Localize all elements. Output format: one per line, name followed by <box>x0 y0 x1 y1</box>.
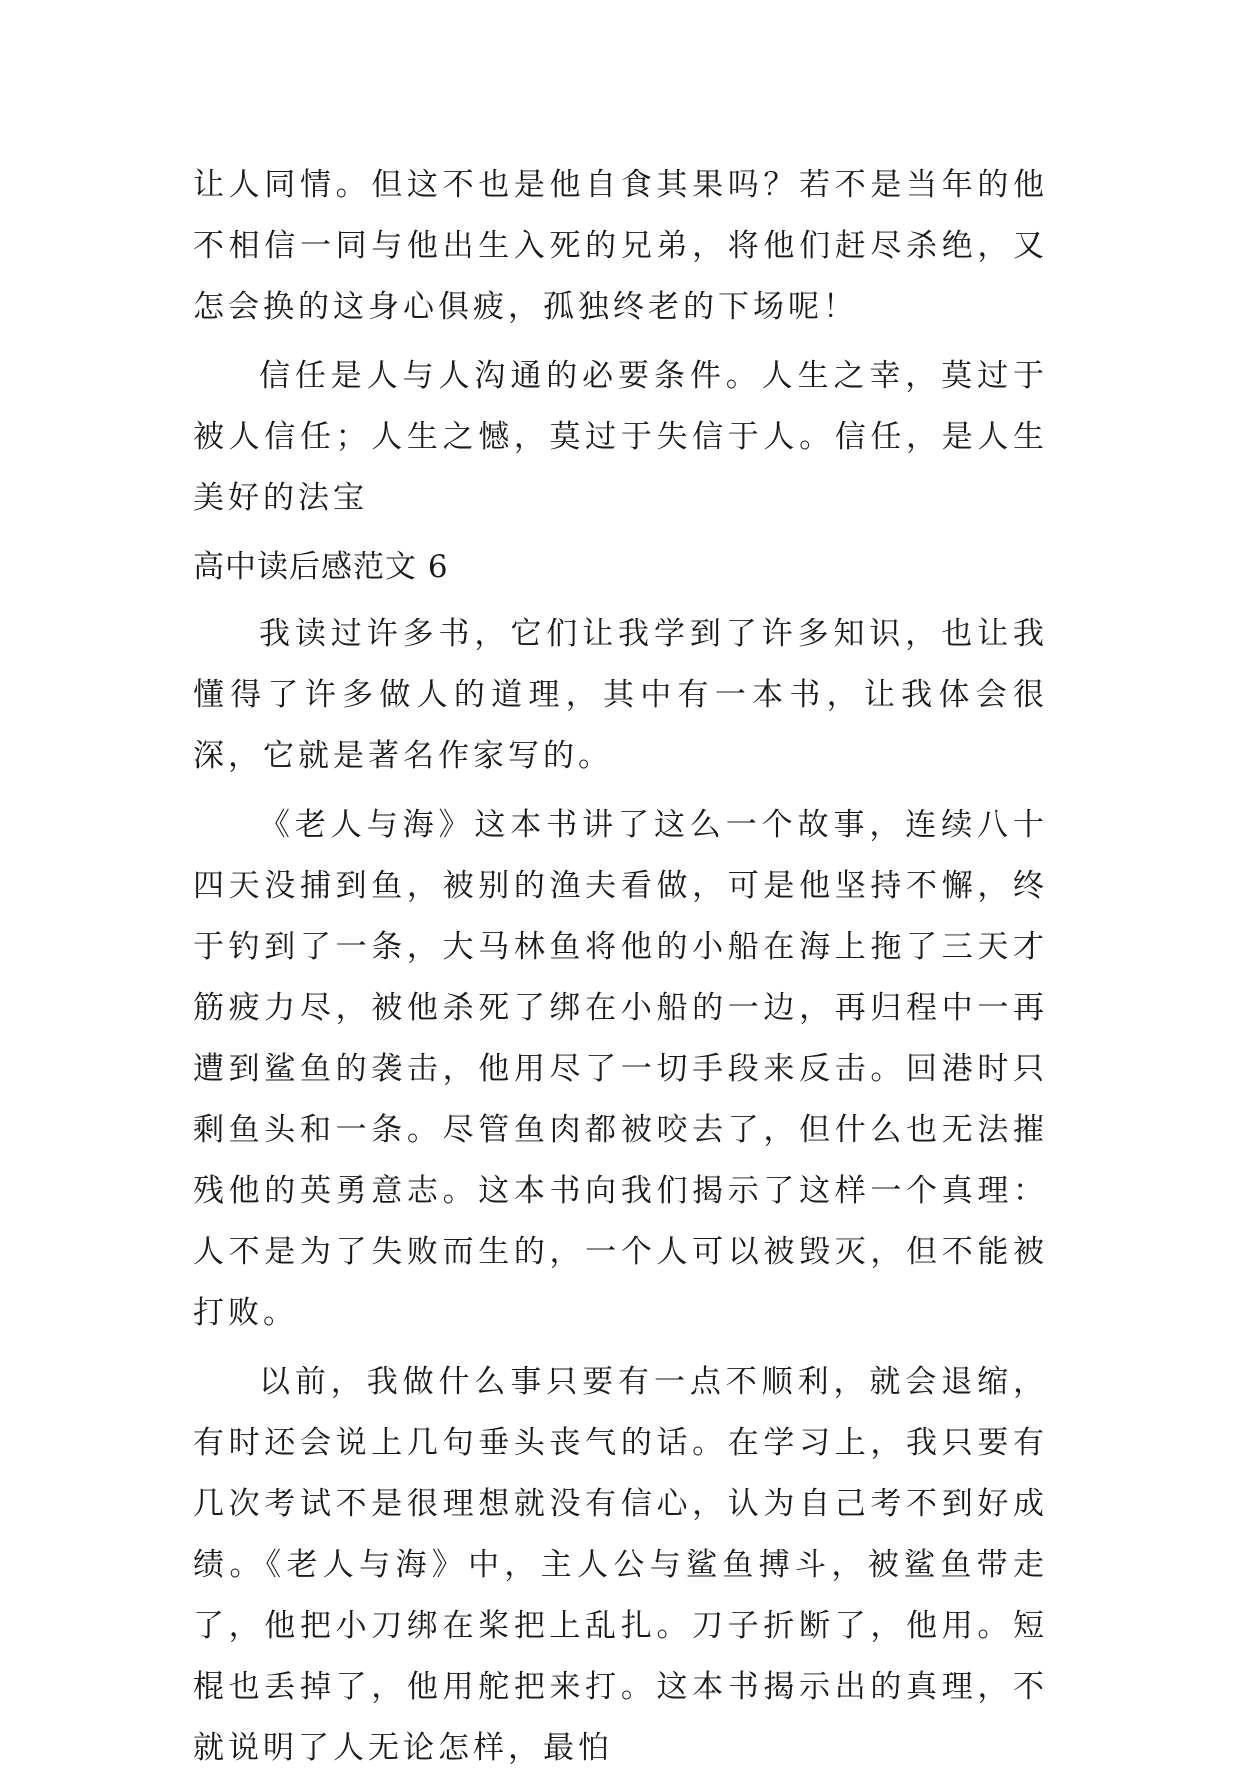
section-title: 高中读后感范文 6 <box>193 549 449 585</box>
paragraph: 让人同情。但这不也是他自食其果吗？若不是当年的他不相信一同与他出生入死的兄弟，将他们赶尽杀绝，又怎会换的这身心俱疲，孤独终老的下场呢！ <box>193 167 1048 325</box>
document-page <box>193 155 1048 1787</box>
paragraph: 以前，我做什么事只要有一点不顺利，就会退缩，有时还会说上几句垂头丧气的话。在学习上，我只要有几次考试不是很理想就没有信心，认为自己考不到好成绩。《老人与海》中，主人公与鲨鱼搏斗，被鲨鱼带走了，他把小刀绑在桨把上乱扎。刀子折断了，他用。短棍也丢掉了，他用舵把来打。这本书揭示出的真理，不就说明了人无论怎样，最怕 <box>193 1364 1048 1766</box>
paragraph: 《老人与海》这本书讲了这么一个故事，连续八十四天没捕到鱼，被别的渔夫看做，可是他坚持不懈，终于钓到了一条，大马林鱼将他的小船在海上拖了三天才筋疲力尽，被他杀死了绑在小船的一边，再归程中一再遭到鲨鱼的袭击，他用尽了一切手段来反击。回港时只剩鱼头和一条。尽管鱼肉都被咬去了，但什么也无法摧残他的英勇意志。这本书向我们揭示了这样一个真理：人不是为了失败而生的，一个人可以被毁灭，但不能被打败。 <box>193 807 1048 1331</box>
paragraph: 我读过许多书，它们让我学到了许多知识，也让我懂得了许多做人的道理，其中有一本书，让我体会很深，它就是著名作家写的。 <box>193 616 1048 774</box>
paragraph: 信任是人与人沟通的必要条件。人生之幸，莫过于被人信任；人生之憾，莫过于失信于人。信任，是人生美好的法宝 <box>193 358 1048 516</box>
